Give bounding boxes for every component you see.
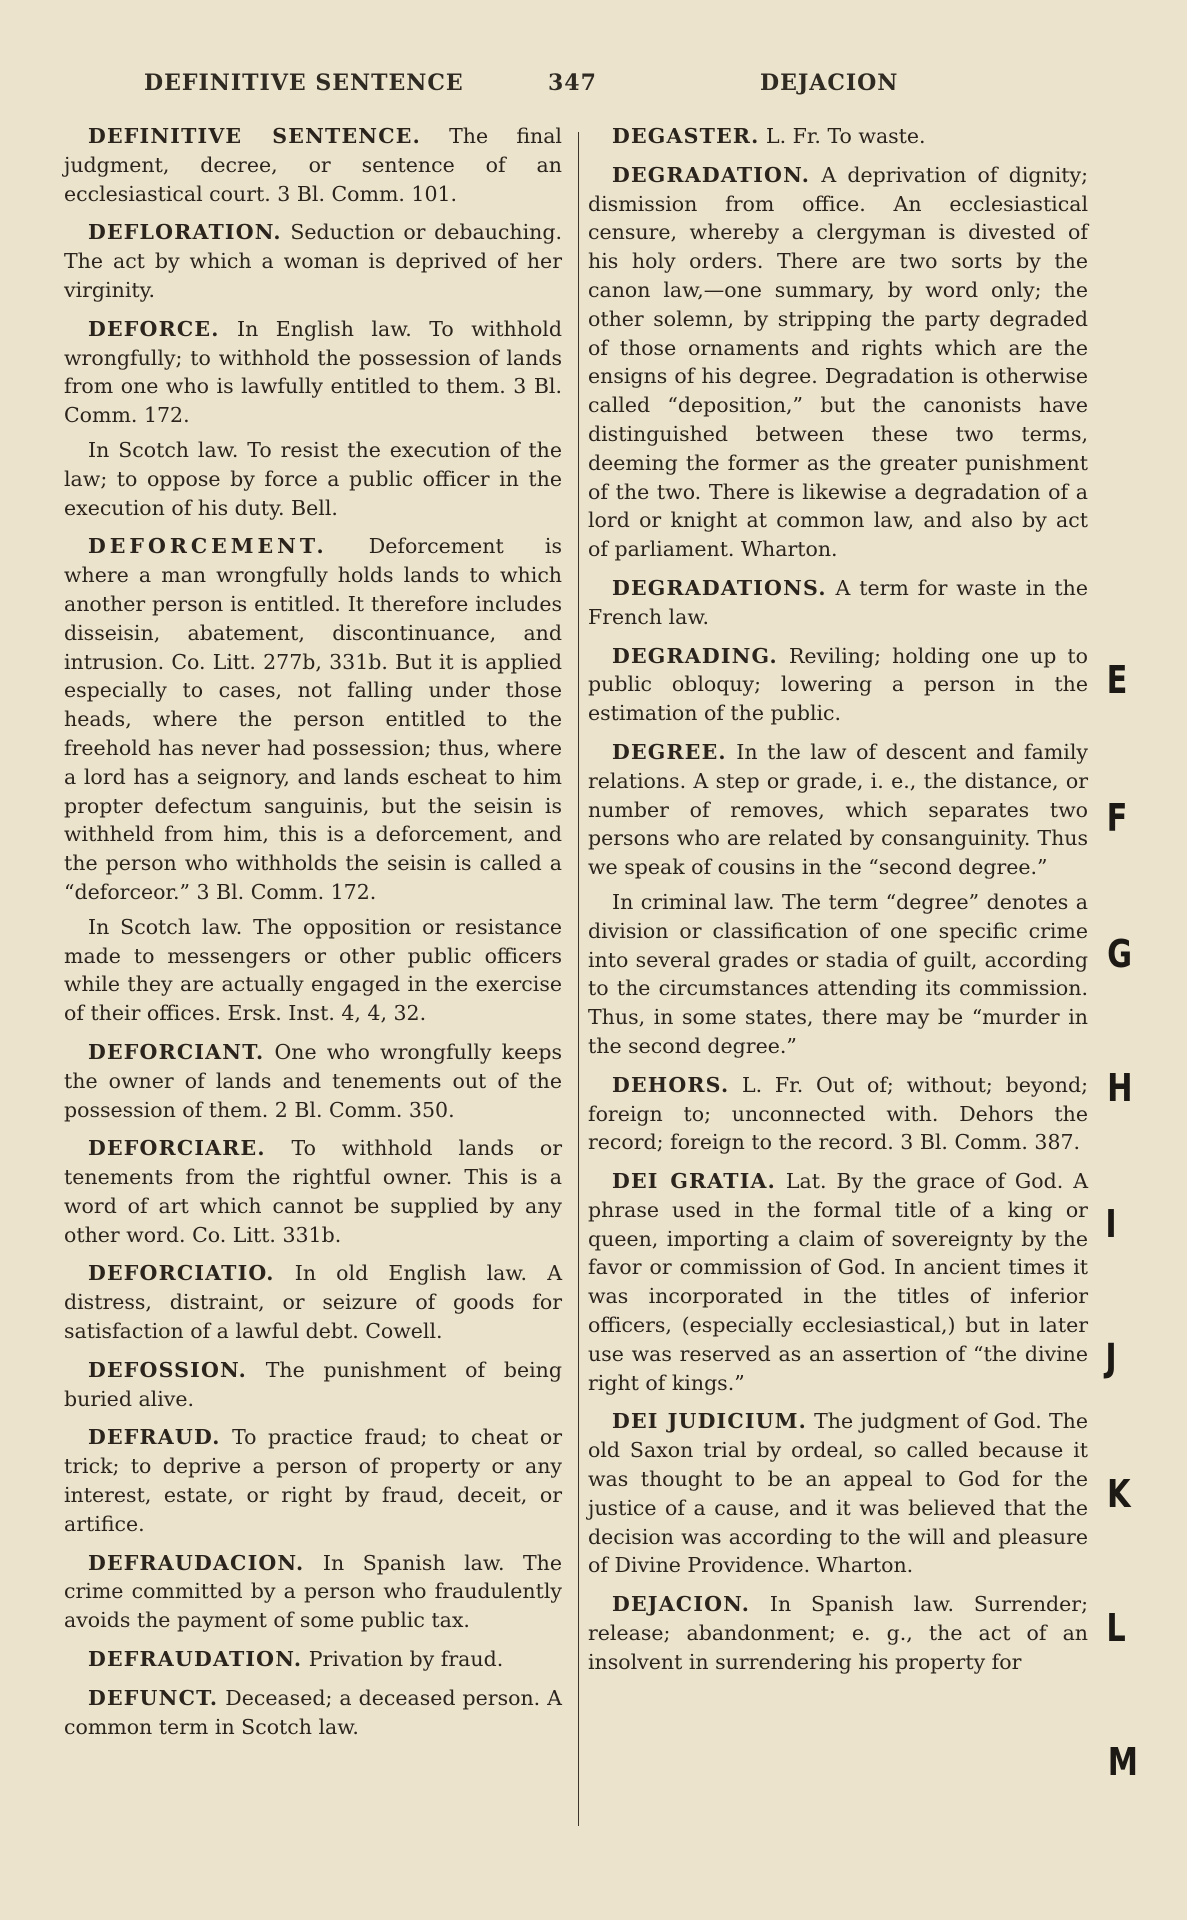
dictionary-entry bbox=[588, 1071, 1088, 1157]
thumb-index-letter[interactable]: J bbox=[1105, 1336, 1117, 1380]
entry-definition: Privation by fraud. bbox=[302, 1647, 504, 1672]
thumb-index-letter[interactable]: M bbox=[1107, 1740, 1139, 1784]
dictionary-entry bbox=[64, 1134, 562, 1249]
entry-headword: DEI GRATIA. bbox=[612, 1169, 776, 1194]
thumb-index bbox=[1104, 0, 1154, 1920]
entry-headword: DEGREE. bbox=[612, 739, 727, 764]
dictionary-entry bbox=[64, 1645, 562, 1674]
entry-definition: Deforcement is where a man wrongfully holds lands to which another person is entitled. It therefore includes disseisin, abatement, discontinuance, and intrusion. Co. Litt. 277b, 331b. But it is applied especially to cases, not falling under those heads, where the person entitled to the freehold has never had possession; thus, where a lord has a seignory, and lands escheat to him propter defectum sanguinis, but the seisin is withheld from him, this is a deforcement, and the person who withholds the seisin is called a “deforceor.” 3 Bl. Comm. 172. bbox=[64, 534, 562, 904]
page-number: 347 bbox=[548, 70, 597, 96]
entry-headword: DEFRAUDATION. bbox=[88, 1647, 303, 1672]
entry-headword: DEFRAUDACION. bbox=[88, 1550, 305, 1575]
entry-definition: In Scotch law. To resist the execution of the law; to oppose by force a public officer in the execution of his duty. Bell. bbox=[64, 437, 562, 520]
dictionary-entry bbox=[588, 574, 1088, 632]
thumb-index-letter[interactable]: F bbox=[1106, 796, 1128, 840]
dictionary-entry bbox=[588, 1590, 1088, 1676]
entry-headword: DEGASTER. bbox=[612, 124, 760, 148]
entry-headword: DEFORCIATIO. bbox=[88, 1261, 275, 1286]
entry-headword: DEFORCIARE. bbox=[88, 1136, 266, 1161]
dictionary-entry bbox=[588, 1167, 1088, 1397]
entry-definition: Reviling; holding one up to public obloquy; lowering a person in the estimation of the public. bbox=[588, 643, 1088, 726]
dictionary-entry bbox=[64, 1423, 562, 1538]
entry-definition: Deceased; a deceased person. A common term in Scotch law. bbox=[64, 1685, 562, 1739]
entry-definition: Lat. By the grace of God. A phrase used in the formal title of a king or queen, importing a claim of sovereignty by the favor or commission of God. In ancient times it was incorporated in the titles of inferior officers, (especially ecclesiastical,) but in later use was reserved as an assertion of “the divine right of kings.” bbox=[588, 1169, 1088, 1395]
dictionary-entry bbox=[588, 122, 1088, 151]
entry-definition: The punishment of being buried alive. bbox=[64, 1357, 562, 1411]
entry-definition: A deprivation of dignity; dismission from office. An ecclesiastical censure, whereby a clergyman is divested of his holy orders. There are two sorts by the canon law,—one summary, by word only; the other solemn, by stripping the party degraded of those ornaments and rights which are the ensigns of his degree. Degradation is otherwise called “deposition,” but the canonists have distinguished between these two terms, deeming the former as the greater punishment of the two. There is likewise a degradation of a lord or knight at common law, and also by act of parliament. Wharton. bbox=[588, 162, 1088, 562]
entry-definition: A term for waste in the French law. bbox=[588, 575, 1088, 629]
thumb-index-letter[interactable]: G bbox=[1107, 932, 1133, 976]
entry-headword: DEGRADING. bbox=[612, 643, 778, 668]
dictionary-entry bbox=[64, 122, 562, 208]
entry-headword: DEGRADATIONS. bbox=[612, 575, 827, 600]
thumb-index-letter[interactable]: L bbox=[1106, 1606, 1126, 1650]
header-right-guide-word: DEJACION bbox=[760, 70, 899, 96]
entry-definition: To practice fraud; to cheat or trick; to deprive a person of property or any interest, estate, or right by fraud, deceit, or artifice. bbox=[64, 1425, 562, 1536]
thumb-index-letter[interactable]: I bbox=[1105, 1202, 1117, 1246]
dictionary-entry bbox=[64, 1356, 562, 1414]
dictionary-entry bbox=[64, 1549, 562, 1635]
entry-headword: DEGRADATION. bbox=[612, 162, 811, 187]
thumb-index-letter[interactable]: E bbox=[1106, 658, 1128, 702]
entry-definition: L. Fr. To waste. bbox=[759, 124, 926, 148]
entry-headword: DEFLORATION. bbox=[88, 220, 282, 245]
left-column bbox=[64, 122, 562, 1751]
dictionary-entry bbox=[588, 161, 1088, 564]
entry-headword: DEJACION. bbox=[612, 1592, 751, 1617]
dictionary-subentry bbox=[64, 913, 562, 1028]
entry-definition: In Spanish law. Surrender; release; abandonment; e. g., the act of an insolvent in surrendering his property for bbox=[588, 1592, 1088, 1674]
right-column bbox=[588, 122, 1088, 1687]
entry-definition: The judgment of God. The old Saxon trial by ordeal, so called because it was thought to be an appeal to God for the justice of a cause, and it was believed that the decision was according to the will and pleasure of Divine Providence. Wharton. bbox=[588, 1409, 1088, 1578]
dictionary-entry bbox=[588, 738, 1088, 882]
entry-headword: DEI JUDICIUM. bbox=[612, 1409, 807, 1434]
entry-definition: L. Fr. Out of; without; beyond; foreign to; unconnected with. Dehors the record; foreign to the record. 3 Bl. Comm. 387. bbox=[588, 1072, 1088, 1155]
dictionary-entry bbox=[64, 532, 562, 906]
dictionary-entry bbox=[64, 1684, 562, 1742]
entry-headword: DEFOSSION. bbox=[88, 1357, 247, 1382]
entry-definition: In Spanish law. The crime committed by a person who fraudulently avoids the payment of some public tax. bbox=[64, 1550, 562, 1633]
running-header bbox=[0, 70, 1187, 100]
dictionary-subentry bbox=[64, 436, 562, 522]
entry-headword: DEFORCEMENT. bbox=[88, 534, 328, 559]
dictionary-entry bbox=[588, 642, 1088, 728]
dictionary-entry bbox=[64, 1259, 562, 1345]
dictionary-entry bbox=[64, 315, 562, 430]
thumb-index-letter[interactable]: K bbox=[1106, 1472, 1131, 1516]
dictionary-entry bbox=[64, 218, 562, 304]
entry-headword: DEFINITIVE SENTENCE. bbox=[88, 124, 421, 148]
thumb-index-letter[interactable]: H bbox=[1107, 1066, 1133, 1110]
entry-definition: In Scotch law. The opposition or resistance made to messengers or other public officers while they are actually engaged in the exercise of their offices. Ersk. Inst. 4, 4, 32. bbox=[64, 914, 562, 1026]
dictionary-entry bbox=[588, 1407, 1088, 1580]
column-divider bbox=[578, 132, 579, 1826]
entry-definition: To withhold lands or tenements from the rightful owner. This is a word of art which cannot be supplied by any other word. Co. Litt. 331b. bbox=[64, 1136, 562, 1247]
entry-headword: DEFORCE. bbox=[88, 316, 220, 341]
entry-headword: DEFRAUD. bbox=[88, 1425, 221, 1450]
entry-definition: In criminal law. The term “degree” denotes a division or classification of one specific crime into several grades or stadia of guilt, according to the circumstances attending its commission. Thus, in some states, there may be “murder in the second degree.” bbox=[588, 889, 1088, 1058]
dictionary-entry bbox=[64, 1038, 562, 1124]
entry-headword: DEFORCIANT. bbox=[88, 1039, 265, 1064]
entry-definition: The final judgment, decree, or sentence of an ecclesiastical court. 3 Bl. Comm. 101. bbox=[64, 124, 562, 206]
header-left-guide-word: DEFINITIVE SENTENCE bbox=[144, 70, 464, 96]
entry-definition: In English law. To withhold wrongfully; to withhold the possession of lands from one who is lawfully entitled to them. 3 Bl. Comm. 172. bbox=[64, 316, 562, 428]
entry-definition: One who wrongfully keeps the owner of lands and tenements out of the possession of them. 2 Bl. Comm. 350. bbox=[64, 1039, 562, 1122]
entry-definition: In the law of descent and family relations. A step or grade, i. e., the distance, or number of removes, which separates two persons who are related by consanguinity. Thus we speak of cousins in the “second degree.” bbox=[588, 739, 1088, 880]
dictionary-subentry bbox=[588, 888, 1088, 1061]
entry-definition: In old English law. A distress, distraint, or seizure of goods for satisfaction of a lawful debt. Cowell. bbox=[64, 1261, 562, 1344]
entry-definition: Seduction or debauching. The act by which a woman is deprived of her virginity. bbox=[64, 220, 562, 302]
entry-headword: DEHORS. bbox=[612, 1072, 730, 1097]
entry-headword: DEFUNCT. bbox=[88, 1685, 219, 1710]
